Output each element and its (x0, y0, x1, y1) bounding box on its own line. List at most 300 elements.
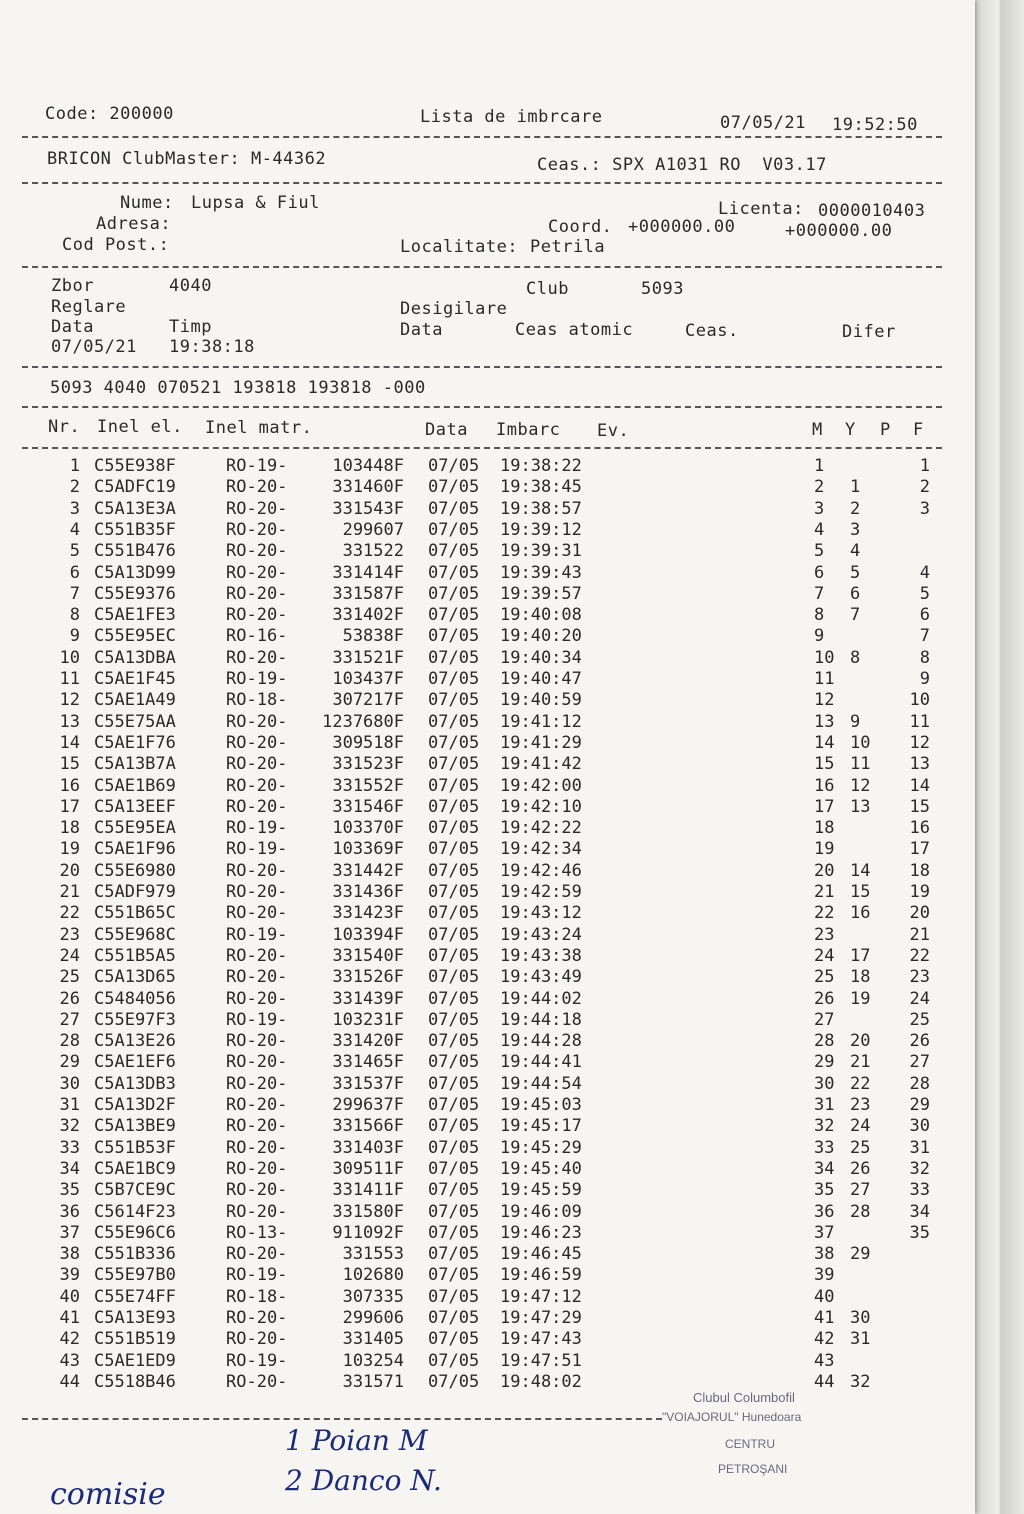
cell-nr: 11 (59, 669, 80, 689)
table-row (0, 499, 960, 519)
cell-date: 07/05 (428, 732, 480, 753)
cell-num: 331587F (332, 583, 404, 604)
cell-time: 19:47:51 (500, 1350, 582, 1371)
cell-y: 25 (850, 1137, 871, 1158)
separator (22, 366, 942, 368)
table-row (0, 1031, 960, 1051)
cell-y: 31 (850, 1329, 871, 1350)
cell-nr: 2 (69, 477, 80, 498)
cell-nr: 22 (59, 903, 80, 924)
table-row (0, 754, 960, 774)
cell-el: C551B35F (94, 519, 176, 540)
cell-f: 3 (919, 498, 930, 519)
cell-num: 307217F (332, 690, 404, 711)
cell-num: 331522 (342, 541, 404, 562)
cell-num: 103370F (332, 818, 404, 839)
cell-el: C55E95EC (94, 626, 176, 647)
cell-m: 35 (814, 1180, 835, 1201)
owner-name: Lupsa & Fiul (191, 193, 320, 213)
table-row (0, 1010, 960, 1030)
cell-time: 19:43:38 (500, 945, 582, 966)
timp-label: Timp (169, 317, 212, 337)
cell-pre: RO-19- (226, 1350, 288, 1371)
zbor-label: Zbor (51, 276, 94, 296)
cell-y: 16 (850, 903, 871, 924)
cell-f: 1 (919, 456, 930, 476)
cell-num: 331442F (332, 860, 404, 881)
table-row (0, 989, 960, 1009)
cell-f: 24 (909, 988, 930, 1009)
handwritten-comisie: comisie (50, 1477, 166, 1512)
cell-el: C55E938F (94, 456, 176, 476)
cell-nr: 37 (59, 1222, 80, 1243)
cell-y: 26 (850, 1158, 871, 1179)
cell-date: 07/05 (428, 1031, 480, 1052)
table-row (0, 1138, 960, 1158)
cell-num: 103231F (332, 1009, 404, 1030)
separator (22, 447, 942, 449)
cell-date: 07/05 (428, 818, 480, 839)
cell-nr: 7 (69, 583, 80, 604)
cell-m: 14 (814, 732, 835, 753)
cell-time: 19:40:20 (500, 626, 582, 647)
cell-y: 12 (850, 775, 871, 796)
cell-time: 19:41:29 (500, 732, 582, 753)
address-label: Adresa: (96, 214, 172, 234)
cell-el: C5AE1ED9 (94, 1350, 176, 1371)
cell-f: 11 (909, 711, 930, 732)
cell-y: 19 (850, 988, 871, 1009)
table-row (0, 839, 960, 859)
cell-time: 19:46:09 (500, 1201, 582, 1222)
cell-m: 25 (814, 967, 835, 988)
coord-x: +000000.00 (628, 217, 736, 237)
cell-num: 331411F (332, 1180, 404, 1201)
cell-pre: RO-20- (226, 1201, 288, 1222)
cell-date: 07/05 (428, 477, 480, 498)
cell-m: 40 (814, 1286, 835, 1307)
separator (22, 1418, 662, 1420)
cell-el: C5A13D99 (94, 562, 176, 583)
table-row (0, 1265, 960, 1285)
table-row (0, 776, 960, 796)
cell-el: C55E968C (94, 924, 176, 945)
cell-el: C5AE1EF6 (94, 1052, 176, 1073)
cell-num: 331436F (332, 882, 404, 902)
cell-date: 07/05 (428, 626, 480, 647)
cell-date: 07/05 (428, 1222, 480, 1243)
cell-el: C55E95EA (94, 818, 176, 839)
table-row (0, 541, 960, 561)
table-row (0, 818, 960, 838)
cell-time: 19:47:43 (500, 1329, 582, 1350)
cell-y: 29 (850, 1244, 871, 1265)
cell-m: 22 (814, 903, 835, 924)
cell-y: 17 (850, 945, 871, 966)
cell-el: C5614F23 (94, 1201, 176, 1222)
cell-m: 2 (814, 477, 825, 498)
cell-f: 13 (909, 754, 930, 775)
cell-y: 5 (850, 562, 861, 583)
cell-pre: RO-19- (226, 839, 288, 860)
cell-pre: RO-20- (226, 775, 288, 796)
cell-time: 19:38:45 (500, 477, 582, 498)
table-row (0, 903, 960, 923)
reglare-time: 19:38:18 (169, 337, 255, 357)
cell-m: 29 (814, 1052, 835, 1073)
cell-num: 103394F (332, 924, 404, 945)
cell-date: 07/05 (428, 903, 480, 924)
difer-label: Difer (842, 322, 896, 342)
table-row (0, 1202, 960, 1222)
cell-time: 19:44:18 (500, 1009, 582, 1030)
cell-date: 07/05 (428, 1329, 480, 1350)
table-row (0, 1095, 960, 1115)
cell-y: 4 (850, 541, 861, 562)
cell-nr: 30 (59, 1073, 80, 1094)
cell-time: 19:44:28 (500, 1031, 582, 1052)
cell-time: 19:45:59 (500, 1180, 582, 1201)
cell-num: 331546F (332, 796, 404, 817)
cell-num: 103254 (342, 1350, 404, 1371)
cell-y: 27 (850, 1180, 871, 1201)
cell-time: 19:42:46 (500, 860, 582, 881)
cell-y: 24 (850, 1116, 871, 1137)
cell-el: C551B53F (94, 1137, 176, 1158)
table-row (0, 563, 960, 583)
cell-nr: 35 (59, 1180, 80, 1201)
table-row (0, 1329, 960, 1349)
cell-pre: RO-20- (226, 541, 288, 562)
cell-el: C5A13DB3 (94, 1073, 176, 1094)
cell-pre: RO-20- (226, 711, 288, 732)
table-row (0, 1244, 960, 1264)
cell-date: 07/05 (428, 456, 480, 476)
col-nr: Nr. (48, 417, 81, 437)
cell-el: C55E96C6 (94, 1222, 176, 1243)
cell-f: 35 (909, 1222, 930, 1243)
cell-date: 07/05 (428, 711, 480, 732)
cell-y: 3 (850, 519, 861, 540)
stamp-line-2: "VOIAJORUL" Hunedoara (662, 1410, 802, 1424)
cell-y: 15 (850, 882, 871, 902)
cell-pre: RO-20- (226, 882, 288, 902)
reglare-date: 07/05/21 (51, 337, 137, 357)
cell-el: C55E75AA (94, 711, 176, 732)
cell-date: 07/05 (428, 775, 480, 796)
license-label: Licenta: (718, 199, 804, 219)
cell-m: 23 (814, 924, 835, 945)
cell-y: 8 (850, 647, 861, 668)
cell-f: 29 (909, 1095, 930, 1115)
cell-pre: RO-19- (226, 669, 288, 689)
club-value: 5093 (641, 279, 684, 299)
cell-time: 19:43:24 (500, 924, 582, 945)
cell-num: 911092F (332, 1222, 404, 1243)
cell-pre: RO-20- (226, 732, 288, 753)
cell-num: 331571 (342, 1371, 404, 1392)
cell-pre: RO-20- (226, 860, 288, 881)
cell-date: 07/05 (428, 647, 480, 668)
table-row (0, 456, 960, 476)
cell-time: 19:46:45 (500, 1244, 582, 1265)
cell-el: C5A13D65 (94, 967, 176, 988)
table-row (0, 1116, 960, 1136)
cell-time: 19:39:12 (500, 519, 582, 540)
cell-num: 309518F (332, 732, 404, 753)
ceas-label: Ceas. (685, 321, 739, 341)
cell-nr: 28 (59, 1031, 80, 1052)
cell-num: 299637F (332, 1095, 404, 1115)
cell-date: 07/05 (428, 945, 480, 966)
table-row (0, 1074, 960, 1094)
table-row (0, 1308, 960, 1328)
cell-pre: RO-20- (226, 1073, 288, 1094)
cell-num: 331566F (332, 1116, 404, 1137)
table-row (0, 584, 960, 604)
cell-num: 307335 (342, 1286, 404, 1307)
handwritten-signature-1: 1 Poian M (285, 1424, 428, 1457)
cell-num: 331402F (332, 605, 404, 626)
cell-nr: 43 (59, 1350, 80, 1371)
cell-el: C551B476 (94, 541, 176, 562)
cell-f: 32 (909, 1158, 930, 1179)
table-row (0, 605, 960, 625)
cell-y: 23 (850, 1095, 871, 1115)
cell-y: 7 (850, 605, 861, 626)
cell-f: 17 (909, 839, 930, 860)
cell-num: 331521F (332, 647, 404, 668)
name-label: Nume: (120, 193, 174, 213)
cell-f: 33 (909, 1180, 930, 1201)
cell-m: 5 (814, 541, 825, 562)
cell-y: 10 (850, 732, 871, 753)
desigilare-label: Desigilare (400, 299, 508, 319)
cell-nr: 36 (59, 1201, 80, 1222)
cell-time: 19:43:49 (500, 967, 582, 988)
cell-nr: 31 (59, 1095, 80, 1115)
cell-nr: 12 (59, 690, 80, 711)
cell-el: C5A13EEF (94, 796, 176, 817)
cell-num: 331403F (332, 1137, 404, 1158)
cell-num: 299607 (342, 519, 404, 540)
table-row (0, 1351, 960, 1371)
cell-f: 26 (909, 1031, 930, 1052)
cell-nr: 38 (59, 1244, 80, 1265)
cell-date: 07/05 (428, 1137, 480, 1158)
cell-m: 9 (814, 626, 825, 647)
cell-m: 13 (814, 711, 835, 732)
cell-nr: 42 (59, 1329, 80, 1350)
cell-num: 103437F (332, 669, 404, 689)
cell-time: 19:47:12 (500, 1286, 582, 1307)
cell-pre: RO-20- (226, 796, 288, 817)
cell-num: 331540F (332, 945, 404, 966)
postal-label: Cod Post.: (62, 235, 170, 255)
cell-pre: RO-19- (226, 818, 288, 839)
cell-m: 27 (814, 1009, 835, 1030)
document-title: Lista de imbrcare (420, 107, 603, 127)
cell-date: 07/05 (428, 690, 480, 711)
cell-date: 07/05 (428, 1009, 480, 1030)
locality-label: Localitate: (400, 237, 519, 257)
cell-date: 07/05 (428, 541, 480, 562)
separator (22, 136, 942, 138)
cell-nr: 29 (59, 1052, 80, 1073)
cell-date: 07/05 (428, 605, 480, 626)
cell-nr: 10 (59, 647, 80, 668)
cell-date: 07/05 (428, 1073, 480, 1094)
cell-num: 299606 (342, 1308, 404, 1328)
cell-m: 11 (814, 669, 835, 689)
cell-el: C5A13E3A (94, 498, 176, 519)
cell-date: 07/05 (428, 519, 480, 540)
cell-m: 10 (814, 647, 835, 668)
cell-el: C5AE1A49 (94, 690, 176, 711)
cell-f: 5 (919, 583, 930, 604)
cell-pre: RO-19- (226, 456, 288, 476)
cell-f: 31 (909, 1137, 930, 1158)
cell-m: 44 (814, 1371, 835, 1392)
stamp-line-3: CENTRU (725, 1437, 775, 1451)
cell-time: 19:44:02 (500, 988, 582, 1009)
table-row (0, 733, 960, 753)
cell-date: 07/05 (428, 882, 480, 902)
cell-el: C5518B46 (94, 1371, 176, 1392)
table-row (0, 626, 960, 646)
cell-date: 07/05 (428, 1180, 480, 1201)
cell-num: 331543F (332, 498, 404, 519)
cell-nr: 1 (69, 456, 80, 476)
cell-date: 07/05 (428, 1095, 480, 1115)
cell-time: 19:39:57 (500, 583, 582, 604)
cell-m: 28 (814, 1031, 835, 1052)
cell-el: C5B7CE9C (94, 1180, 176, 1201)
cell-y: 30 (850, 1308, 871, 1328)
cell-pre: RO-20- (226, 1244, 288, 1265)
cell-pre: RO-20- (226, 754, 288, 775)
cell-f: 27 (909, 1052, 930, 1073)
clock-version: Ceas.: SPX A1031 RO V03.17 (537, 155, 827, 175)
cell-el: C5A13D2F (94, 1095, 176, 1115)
cell-time: 19:43:12 (500, 903, 582, 924)
cell-nr: 16 (59, 775, 80, 796)
cell-m: 8 (814, 605, 825, 626)
cell-el: C551B336 (94, 1244, 176, 1265)
cell-date: 07/05 (428, 860, 480, 881)
cell-date: 07/05 (428, 1371, 480, 1392)
cell-time: 19:44:54 (500, 1073, 582, 1094)
cell-m: 30 (814, 1073, 835, 1094)
cell-date: 07/05 (428, 1244, 480, 1265)
cell-f: 20 (909, 903, 930, 924)
cell-m: 7 (814, 583, 825, 604)
cell-f: 10 (909, 690, 930, 711)
cell-pre: RO-19- (226, 924, 288, 945)
cell-y: 28 (850, 1201, 871, 1222)
cell-m: 42 (814, 1329, 835, 1350)
cell-time: 19:41:42 (500, 754, 582, 775)
cell-m: 31 (814, 1095, 835, 1115)
cell-m: 43 (814, 1350, 835, 1371)
cell-time: 19:42:34 (500, 839, 582, 860)
cell-y: 9 (850, 711, 861, 732)
cell-date: 07/05 (428, 839, 480, 860)
cell-nr: 44 (59, 1371, 80, 1392)
cell-time: 19:45:03 (500, 1095, 582, 1115)
cell-pre: RO-20- (226, 945, 288, 966)
cell-el: C5A13B7A (94, 754, 176, 775)
cell-pre: RO-13- (226, 1222, 288, 1243)
cell-pre: RO-20- (226, 1308, 288, 1328)
ceas-atomic-label: Ceas atomic (515, 320, 634, 340)
cell-num: 331553 (342, 1244, 404, 1265)
cell-num: 331552F (332, 775, 404, 796)
table-row (0, 797, 960, 817)
cell-num: 1237680F (322, 711, 404, 732)
table-row (0, 925, 960, 945)
cell-num: 331465F (332, 1052, 404, 1073)
cell-m: 38 (814, 1244, 835, 1265)
cell-y: 18 (850, 967, 871, 988)
col-ev: Ev. (597, 421, 630, 441)
cell-f: 8 (919, 647, 930, 668)
col-p: P (880, 420, 891, 440)
cell-date: 07/05 (428, 562, 480, 583)
cell-pre: RO-20- (226, 1095, 288, 1115)
print-date: 07/05/21 (720, 113, 806, 133)
cell-f: 23 (909, 967, 930, 988)
cell-num: 331526F (332, 967, 404, 988)
data-label: Data (51, 317, 94, 337)
cell-el: C551B65C (94, 903, 176, 924)
table-row (0, 1159, 960, 1179)
cell-el: C5A13E26 (94, 1031, 176, 1052)
cell-nr: 15 (59, 754, 80, 775)
cell-m: 20 (814, 860, 835, 881)
table-row (0, 1180, 960, 1200)
locality-value: Petrila (530, 237, 606, 257)
cell-y: 13 (850, 796, 871, 817)
cell-el: C55E74FF (94, 1286, 176, 1307)
table-row (0, 967, 960, 987)
cell-el: C5A13DBA (94, 647, 176, 668)
cell-el: C55E9376 (94, 583, 176, 604)
cell-date: 07/05 (428, 1286, 480, 1307)
cell-time: 19:45:17 (500, 1116, 582, 1137)
cell-date: 07/05 (428, 1350, 480, 1371)
cell-nr: 40 (59, 1286, 80, 1307)
cell-m: 39 (814, 1265, 835, 1286)
cell-time: 19:46:59 (500, 1265, 582, 1286)
table-row (0, 1287, 960, 1307)
club-label: Club (526, 279, 569, 299)
cell-pre: RO-20- (226, 1329, 288, 1350)
cell-pre: RO-20- (226, 1052, 288, 1073)
cell-nr: 3 (69, 498, 80, 519)
coord-y: +000000.00 (785, 221, 893, 241)
reglare-label: Reglare (51, 297, 127, 317)
separator (22, 406, 942, 408)
cell-f: 16 (909, 818, 930, 839)
cell-date: 07/05 (428, 754, 480, 775)
cell-nr: 14 (59, 732, 80, 753)
cell-pre: RO-20- (226, 605, 288, 626)
cell-nr: 39 (59, 1265, 80, 1286)
cell-nr: 6 (69, 562, 80, 583)
cell-num: 331439F (332, 988, 404, 1009)
cell-el: C5A13BE9 (94, 1116, 176, 1137)
